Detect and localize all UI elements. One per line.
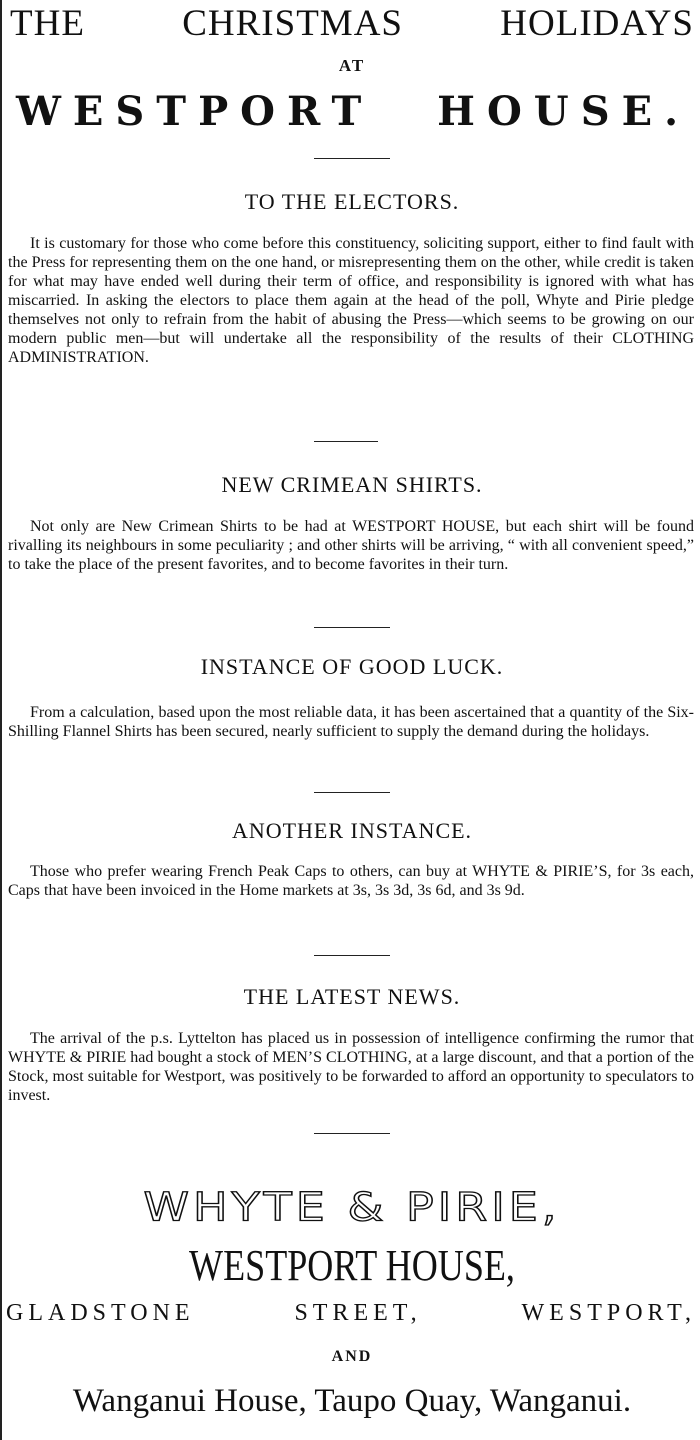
divider-rule xyxy=(314,441,378,442)
headline-word: HOUSE. xyxy=(437,88,690,135)
divider-rule xyxy=(314,1133,390,1134)
section-body-electors: It is customary for those who come before this constituency, soliciting support, either to find fault with the Press for representing them on the one hand, or misrepresenting them on the other, while credit is taken for what may have ended well during their term of office, and responsibility is ignored with what has miscarried. In asking the electors to place them again at the head of the poll, Whyte and Pirie pledge themselves not only to refrain from the habit of abusing the Press—which seems to be growing on our modern public men—but will undertake all the responsibility of the results of their CLOTHING ADMINISTRATION. xyxy=(8,235,694,366)
section-body-another: Those who prefer wearing French Peak Caps to others, can buy at WHYTE & PIRIE’S, for 3s each, Caps that have been invoiced in the Home markets at 3s, 3s 3d, 3s 6d, and 3s 9d. xyxy=(8,863,694,899)
section-body-shirts: Not only are New Crimean Shirts to be had at WESTPORT HOUSE, but each shirt will be found rivalling its neighbours in some peculiarity ; and other shirts will be arriving, “ with all convenient speed,” to take the place of the present favorites, and to become favorites in their turn. xyxy=(8,518,694,573)
section-heading-shirts: NEW CRIMEAN SHIRTS. xyxy=(221,472,483,497)
section-body-news: The arrival of the p.s. Lyttelton has placed us in possession of intelligence confirming the rumor that WHYTE & PIRIE had bought a stock of MEN’S CLOTHING, at a large discount, and that a portion of the Stock, most suitable for Westport, was positively to be forwarded to afford an opportunity to speculators to invest. xyxy=(8,1030,694,1104)
headline-westport-house xyxy=(16,88,690,140)
headline-at: AT xyxy=(338,56,366,75)
address-word: GLADSTONE xyxy=(6,1300,195,1326)
headline-word: HOLIDAYS xyxy=(500,3,694,44)
section-heading-luck: INSTANCE OF GOOD LUCK. xyxy=(200,654,504,679)
section-heading-electors: TO THE ELECTORS. xyxy=(244,189,460,214)
divider-rule xyxy=(314,792,390,793)
divider-rule xyxy=(314,627,390,628)
divider-rule xyxy=(314,955,390,956)
section-heading-news: THE LATEST NEWS. xyxy=(243,984,461,1009)
section-heading-another: ANOTHER INSTANCE. xyxy=(231,818,473,843)
headline-word: WESTPORT xyxy=(16,88,374,135)
firm-house: WESTPORT HOUSE, xyxy=(189,1241,515,1290)
and-line: AND xyxy=(331,1348,373,1365)
headline-word: CHRISTMAS xyxy=(182,3,403,44)
address-word: STREET, xyxy=(294,1300,422,1326)
firm-name: WHYTE & PIRIE, xyxy=(143,1184,561,1230)
address-word: WESTPORT, xyxy=(521,1300,696,1326)
wanganui-address: Wanganui House, Taupo Quay, Wanganui. xyxy=(72,1383,632,1419)
firm-address xyxy=(6,1300,696,1327)
headline-word: THE xyxy=(10,3,85,44)
section-body-luck: From a calculation, based upon the most reliable data, it has been ascertained that a quantity of the Six-Shilling Flannel Shirts has been secured, nearly sufficient to supply the demand during the holidays. xyxy=(8,704,694,740)
headline-christmas-holidays xyxy=(10,2,694,44)
divider-rule xyxy=(314,158,390,159)
